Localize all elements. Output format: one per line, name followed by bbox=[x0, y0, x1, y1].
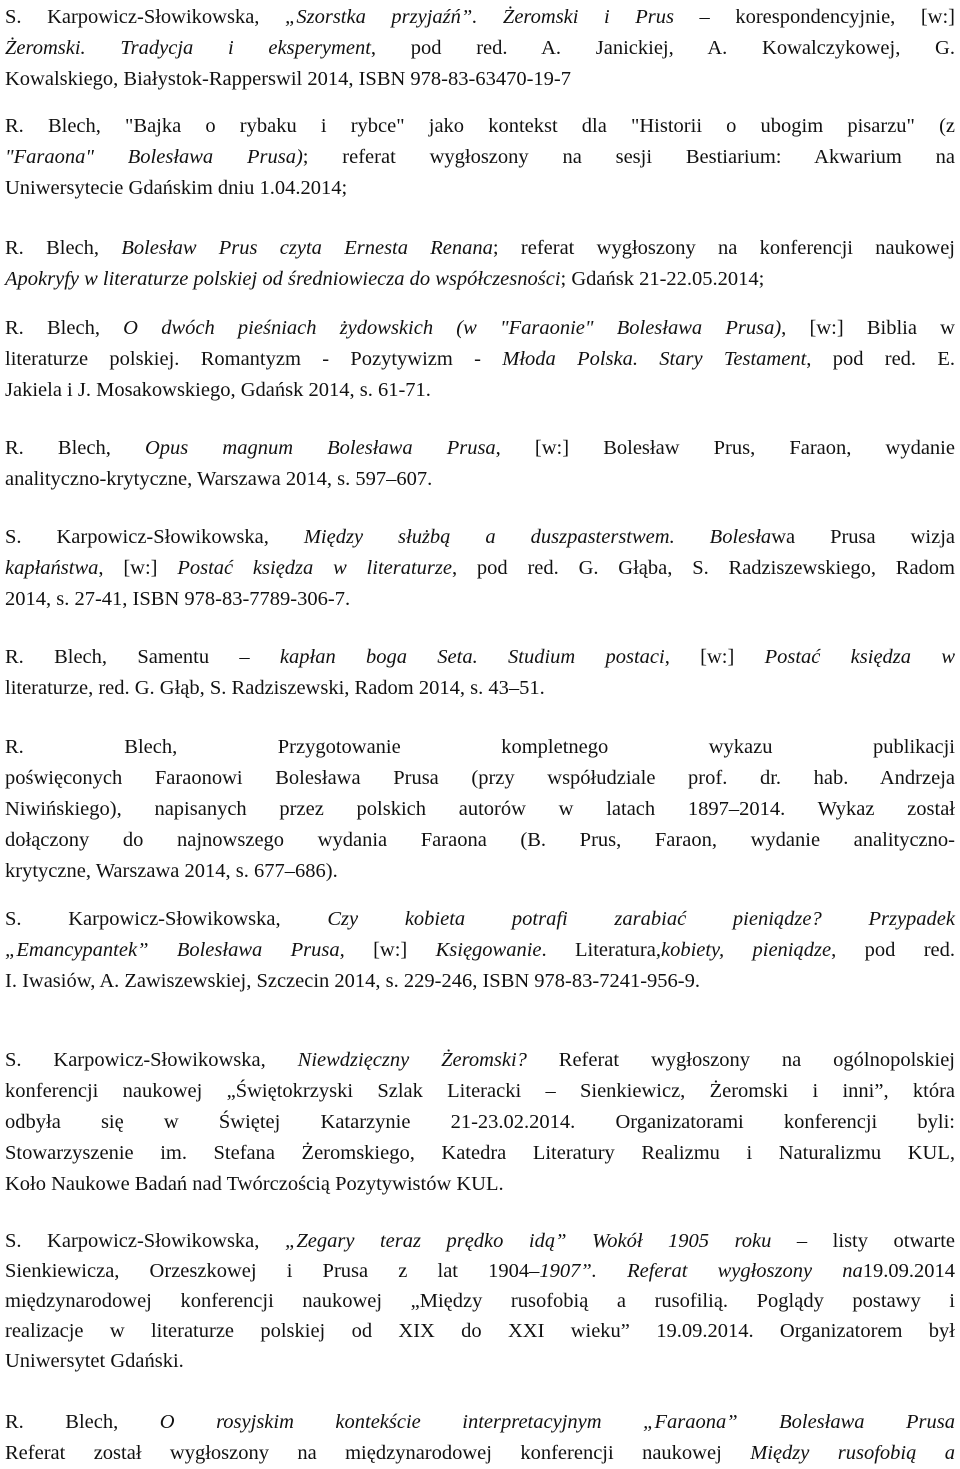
bibliography-entry bbox=[5, 313, 955, 406]
italic-title-text: Niewdzięczny Żeromski? bbox=[297, 1049, 527, 1071]
italic-title-text: „Szorstka przyjaźń”. Żeromski i Prus bbox=[284, 6, 674, 28]
entry-line bbox=[5, 1169, 955, 1200]
italic-title-text: Postać księdza w literaturze bbox=[177, 557, 452, 579]
entry-text: , pod red. bbox=[831, 939, 955, 961]
entry-text: Koło Naukowe Badań nad Twórczością Pozytywistów KUL. bbox=[5, 1173, 504, 1195]
italic-title-text: 1907”. Referat wygłoszony na bbox=[539, 1260, 863, 1282]
entry-line bbox=[5, 142, 955, 173]
italic-title-text: Bolesław Prus czyta Ernesta Renana bbox=[121, 237, 493, 259]
entry-text: , [w:] bbox=[98, 557, 178, 579]
entry-text: poświęconych Faraonowi Bolesława Prusa (przy współudziale prof. dr. hab. Andrzeja bbox=[5, 767, 955, 789]
entry-text: , [w:] bbox=[664, 646, 765, 668]
entry-text: literaturze, red. G. Głąb, S. Radziszewski, Radom 2014, s. 43–51. bbox=[5, 677, 545, 699]
entry-line bbox=[5, 1138, 955, 1169]
entry-line bbox=[5, 763, 955, 794]
entry-line bbox=[5, 966, 955, 997]
entry-text: realizacje w literaturze polskiej od XIX do XXI wieku” 19.09.2014. Organizatorem był bbox=[5, 1320, 955, 1342]
entry-text: S. Karpowicz-Słowikowska, bbox=[5, 908, 328, 930]
entry-text: konferencji naukowej „Świętokrzyski Szlak Literacki – Sienkiewicz, Żeromski i inni”, która bbox=[5, 1080, 955, 1102]
bibliography-entry bbox=[5, 522, 955, 615]
entry-line bbox=[5, 2, 955, 33]
bibliography-entry bbox=[5, 2, 955, 95]
italic-title-text: Między służbą a duszpasterstwem. Bolesła bbox=[303, 526, 772, 548]
italic-title-text: kapłaństwa bbox=[5, 557, 99, 579]
entry-line bbox=[5, 1045, 955, 1076]
bibliography-entry bbox=[5, 732, 955, 887]
entry-line bbox=[5, 464, 955, 495]
entry-text: – korespondencyjnie, [w:] bbox=[674, 6, 955, 28]
entry-text: , pod red. E. bbox=[806, 348, 955, 370]
italic-title-text: Między rusofobią a bbox=[750, 1442, 956, 1464]
entry-text: Uniwersytet Gdański. bbox=[5, 1350, 184, 1372]
entry-line bbox=[5, 1438, 955, 1469]
entry-line bbox=[5, 433, 955, 464]
entry-line bbox=[5, 1107, 955, 1138]
italic-title-text: "Faraona" Bolesława Prusa) bbox=[5, 146, 303, 168]
entry-text: dołączony do najnowszego wydania Faraona (B. Prus, Faraon, wydanie analityczno- bbox=[5, 829, 955, 851]
entry-line bbox=[5, 1316, 955, 1346]
entry-text: międzynarodowej konferencji naukowej „Między rusofobią a rusofilią. Poglądy postawy i bbox=[5, 1290, 955, 1312]
entry-line bbox=[5, 1286, 955, 1316]
entry-text: Niwińskiego), napisanych przez polskich autorów w latach 1897–2014. Wykaz został bbox=[5, 798, 955, 820]
bibliography-entry bbox=[5, 433, 955, 495]
italic-title-text: „Emancypantek” Bolesława Prusa, bbox=[5, 939, 345, 961]
entry-text: 19.09.2014 bbox=[862, 1260, 955, 1282]
entry-line bbox=[5, 904, 955, 935]
entry-text: Kowalskiego, Białystok-Rapperswil 2014, ISBN 978-83-63470-19-7 bbox=[5, 68, 571, 90]
italic-title-text: Opus magnum Bolesława Prusa bbox=[145, 437, 496, 459]
entry-text: S. Karpowicz-Słowikowska, bbox=[5, 1230, 285, 1252]
entry-text: Referat został wygłoszony na międzynarodowej konferencji naukowej bbox=[5, 1442, 751, 1464]
entry-line bbox=[5, 584, 955, 615]
italic-title-text: Młoda Polska. Stary Testament bbox=[502, 348, 807, 370]
entry-text: S. Karpowicz-Słowikowska, bbox=[5, 526, 304, 548]
entry-text: 2014, s. 27-41, ISBN 978-83-7789-306-7. bbox=[5, 588, 351, 610]
entry-text: R. Blech, bbox=[5, 437, 145, 459]
entry-line bbox=[5, 1226, 955, 1256]
entry-text: krytyczne, Warszawa 2014, s. 677–686). bbox=[5, 860, 338, 882]
entry-text: R. Blech, Samentu – bbox=[5, 646, 280, 668]
entry-line bbox=[5, 856, 955, 887]
entry-line bbox=[5, 553, 955, 584]
entry-line bbox=[5, 111, 955, 142]
entry-line bbox=[5, 344, 955, 375]
entry-text: , [w:] Biblia w bbox=[781, 317, 955, 339]
entry-line bbox=[5, 522, 955, 553]
entry-text: S. Karpowicz-Słowikowska, bbox=[5, 1049, 298, 1071]
entry-text: Stowarzyszenie im. Stefana Żeromskiego, Katedra Literatury Realizmu i Naturalizmu KUL, bbox=[5, 1142, 955, 1164]
entry-line bbox=[5, 64, 955, 95]
entry-text: , pod red. A. Janickiej, A. Kowalczykowej, G. bbox=[370, 37, 955, 59]
entry-text: analityczno-krytyczne, Warszawa 2014, s. 597–607. bbox=[5, 468, 433, 490]
bibliography-entry bbox=[5, 642, 955, 704]
italic-title-text: Postać księdza w bbox=[764, 646, 955, 668]
italic-title-text: „Zegary teraz prędko idą” Wokół 1905 roku bbox=[284, 1230, 772, 1252]
entry-line bbox=[5, 732, 955, 763]
entry-line bbox=[5, 33, 955, 64]
entry-text: R. Blech, Przygotowanie kompletnego wykazu publikacji bbox=[5, 736, 955, 758]
bibliography-entry bbox=[5, 233, 955, 295]
entry-line bbox=[5, 1346, 955, 1376]
entry-text: R. Blech, bbox=[5, 317, 124, 339]
entry-text: Referat wygłoszony na ogólnopolskiej bbox=[526, 1049, 956, 1071]
entry-text: odbyła się w Świętej Katarzynie 21-23.02.2014. Organizatorami konferencji byli: bbox=[5, 1111, 955, 1133]
entry-text: [w:] bbox=[344, 939, 436, 961]
entry-text: S. Karpowicz-Słowikowska, bbox=[5, 6, 285, 28]
entry-line bbox=[5, 825, 955, 856]
italic-title-text: O dwóch pieśniach żydowskich (w "Faraonie" Bolesława Prusa) bbox=[123, 317, 782, 339]
entry-text: literaturze polskiej. Romantyzm - Pozytywizm - bbox=[5, 348, 503, 370]
entry-text: , [w:] Bolesław Prus, Faraon, wydanie bbox=[495, 437, 955, 459]
bibliography-entry bbox=[5, 904, 955, 997]
italic-title-text: Żeromski. Tradycja i eksperyment bbox=[5, 37, 371, 59]
entry-line bbox=[5, 935, 955, 966]
entry-text: , pod red. G. Głąba, S. Radziszewskiego, Radom bbox=[451, 557, 955, 579]
italic-title-text: Apokryfy w literaturze polskiej od średniowiecza do współczesności bbox=[5, 268, 561, 290]
bibliography-entry bbox=[5, 111, 955, 204]
entry-text: R. Blech, bbox=[5, 237, 122, 259]
bibliography-entry bbox=[5, 1226, 955, 1376]
entry-text: ; Gdańsk 21-22.05.2014; bbox=[560, 268, 765, 290]
italic-title-text: kobiety, pieniądze bbox=[660, 939, 832, 961]
entry-line bbox=[5, 673, 955, 704]
entry-text: Sienkiewicza, Orzeszkowej i Prusa z lat 1904– bbox=[5, 1260, 540, 1282]
italic-title-text: O rosyjskim kontekście interpretacyjnym „Faraona” Bolesława Prusa bbox=[159, 1411, 956, 1433]
entry-line bbox=[5, 1407, 955, 1438]
entry-text: Uniwersytecie Gdańskim dniu 1.04.2014; bbox=[5, 177, 348, 199]
bibliography-entry bbox=[5, 1045, 955, 1200]
entry-line bbox=[5, 1076, 955, 1107]
entry-text: Jakiela i J. Mosakowskiego, Gdańsk 2014, s. 61-71. bbox=[5, 379, 431, 401]
entry-text: I. Iwasiów, A. Zawiszewskiej, Szczecin 2014, s. 229-246, ISBN 978-83-7241-956-9. bbox=[5, 970, 700, 992]
entry-line bbox=[5, 1256, 955, 1286]
entry-line bbox=[5, 794, 955, 825]
entry-text: R. Blech, bbox=[5, 1411, 160, 1433]
entry-line bbox=[5, 642, 955, 673]
entry-text: R. Blech, "Bajka o rybaku i rybce" jako kontekst dla "Historii o ubogim pisarzu" (z bbox=[5, 115, 955, 137]
italic-title-text: kapłan boga Seta. Studium postaci bbox=[279, 646, 665, 668]
entry-text: wa Prusa wizja bbox=[771, 526, 955, 548]
italic-title-text: Czy kobieta potrafi zarabiać pieniądze? Przypadek bbox=[327, 908, 955, 930]
entry-line bbox=[5, 313, 955, 344]
bibliography-entry bbox=[5, 1407, 955, 1469]
entry-text: ; referat wygłoszony na konferencji naukowej bbox=[492, 237, 955, 259]
entry-line bbox=[5, 375, 955, 406]
entry-line bbox=[5, 264, 955, 295]
entry-text: ; referat wygłoszony na sesji Bestiarium: Akwarium na bbox=[302, 146, 955, 168]
entry-line bbox=[5, 233, 955, 264]
entry-line bbox=[5, 173, 955, 204]
entry-text: – listy otwarte bbox=[771, 1230, 955, 1252]
italic-title-text: Księgowanie bbox=[435, 939, 542, 961]
entry-text: . Literatura, bbox=[541, 939, 661, 961]
